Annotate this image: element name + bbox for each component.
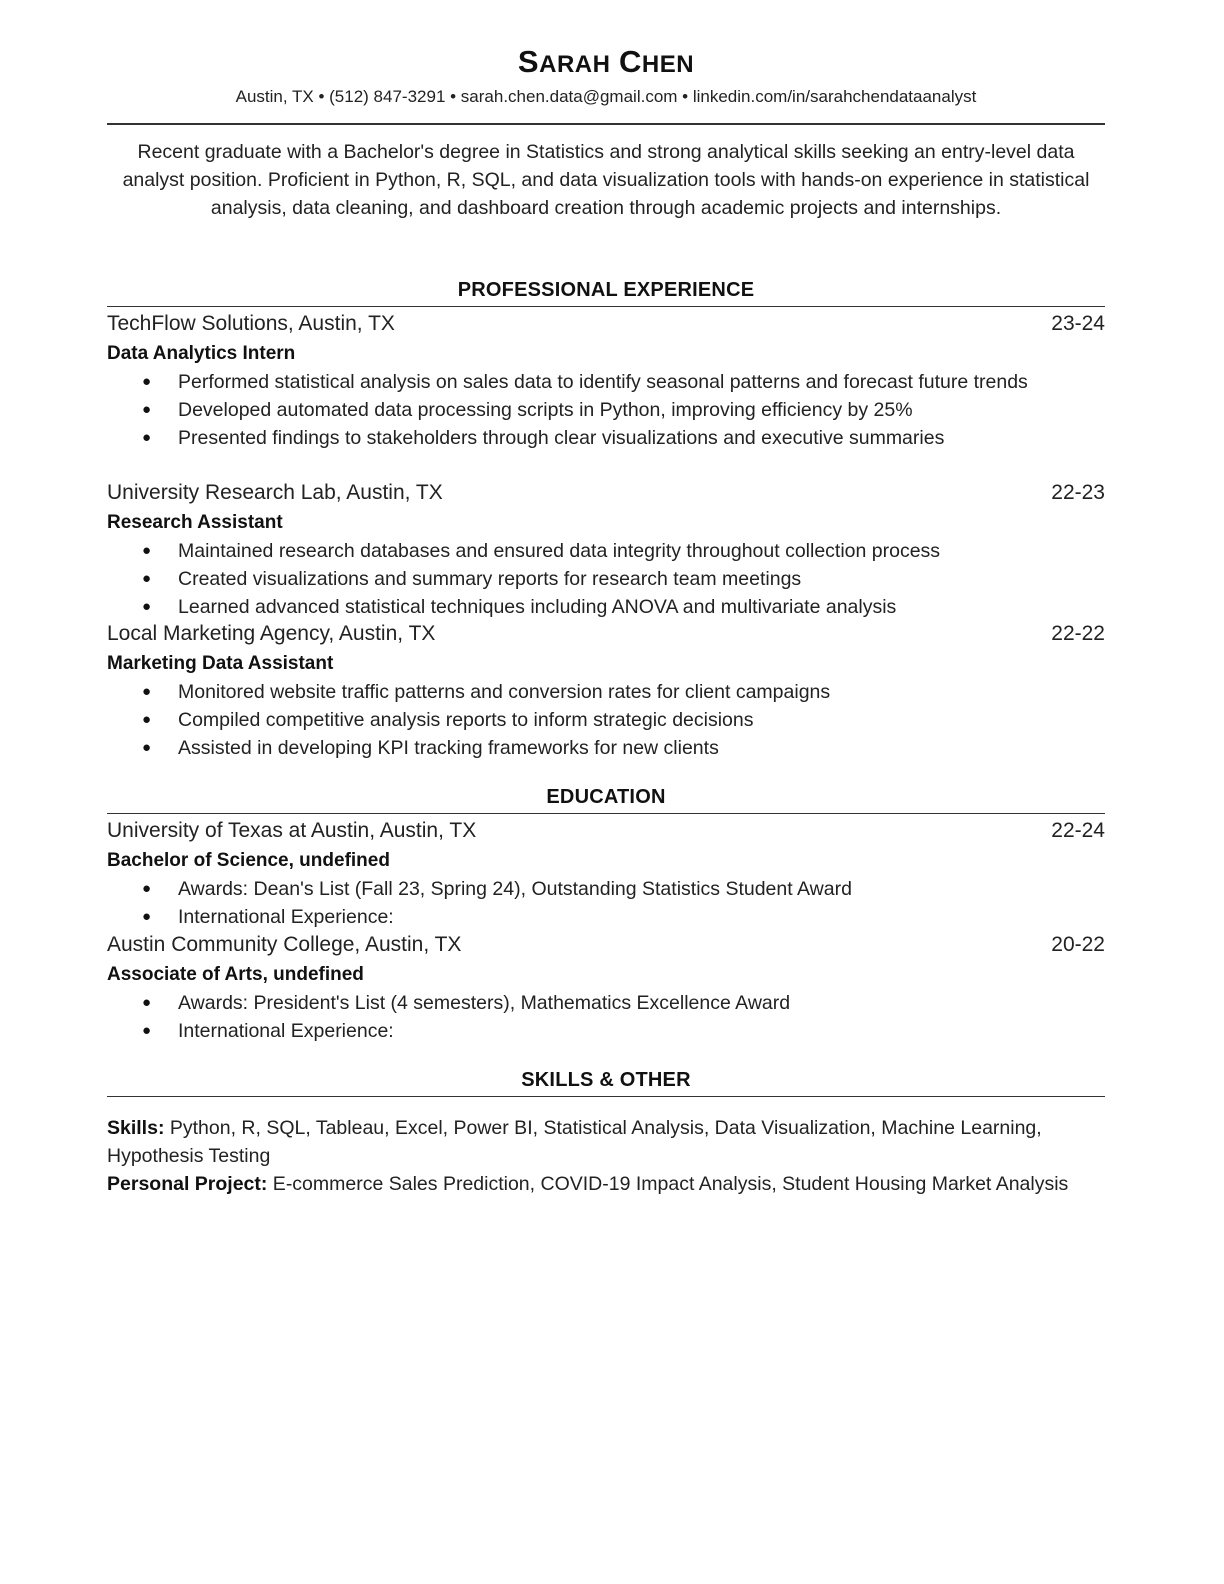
degree: Bachelor of Science, undefined — [107, 850, 390, 871]
section-title-experience: PROFESSIONAL EXPERIENCE — [457, 279, 755, 301]
bullet-text: Created visualizations and summary reports for research team meetings — [178, 568, 802, 590]
education-entry-header — [107, 819, 1105, 843]
bullet-text: International Experience: — [178, 1020, 394, 1042]
summary-paragraph: Recent graduate with a Bachelor's degree in Statistics and strong analytical skills seeking an entry-level data analyst position. Proficient in Python, R, SQL, and data visualization tools with hands-on experience in statistical analysis, data cleaning, and dashboard creation through academic projects and internships. — [122, 141, 1090, 219]
bullet-item — [107, 989, 1105, 1017]
bullet-item — [107, 875, 1105, 903]
bullet-item — [107, 537, 1105, 565]
bullet-item — [107, 706, 1105, 734]
skills-label: Skills: — [107, 1117, 165, 1139]
bullet-icon: ● — [142, 683, 152, 700]
bullet-icon: ● — [142, 739, 152, 756]
bullet-icon: ● — [142, 1022, 152, 1039]
section-divider-education — [107, 813, 1105, 814]
bullet-icon: ● — [142, 373, 152, 390]
bullet-icon: ● — [142, 908, 152, 925]
bullet-item — [107, 565, 1105, 593]
section-title-skills: SKILLS & OTHER — [521, 1069, 691, 1091]
school-name: Austin Community College, Austin, TX — [107, 933, 462, 956]
education-dates: 20-22 — [1051, 933, 1105, 956]
bullet-item — [107, 396, 1105, 424]
skills-value: Python, R, SQL, Tableau, Excel, Power BI, Statistical Analysis, Data Visualization, Machine Learning, Hypothesis Testing — [107, 1117, 1042, 1167]
header-divider — [107, 123, 1105, 125]
bullet-item — [107, 734, 1105, 762]
bullet-icon: ● — [142, 994, 152, 1011]
experience-entry-header — [107, 481, 1105, 505]
section-divider-experience — [107, 306, 1105, 307]
bullet-text: Learned advanced statistical techniques including ANOVA and multivariate analysis — [178, 596, 897, 618]
name-last-rest: HEN — [641, 51, 695, 78]
contact-line: Austin, TX • (512) 847-3291 • sarah.chen.data@gmail.com • linkedin.com/in/sarahchendataanalyst — [235, 87, 977, 106]
experience-bullets — [107, 368, 1105, 452]
section-divider-skills — [107, 1096, 1105, 1097]
employment-dates: 23-24 — [1051, 312, 1105, 335]
bullet-text: Performed statistical analysis on sales data to identify seasonal patterns and forecast future trends — [178, 371, 1028, 393]
bullet-text: Compiled competitive analysis reports to inform strategic decisions — [178, 709, 754, 731]
name-first-rest: ARAH — [539, 51, 611, 78]
bullet-item — [107, 678, 1105, 706]
bullet-text: Maintained research databases and ensured data integrity throughout collection process — [178, 540, 941, 562]
bullet-item — [107, 903, 1105, 931]
job-title: Marketing Data Assistant — [107, 653, 334, 674]
name-first-initial: S — [517, 44, 540, 79]
education-dates: 22-24 — [1051, 819, 1105, 842]
candidate-name — [107, 44, 1105, 80]
employer-name: TechFlow Solutions, Austin, TX — [107, 312, 395, 335]
bullet-text: Presented findings to stakeholders through clear visualizations and executive summaries — [178, 427, 945, 449]
bullet-item — [107, 424, 1105, 452]
education-entry-header — [107, 933, 1105, 957]
skills-block — [107, 1114, 1105, 1198]
personal-project-value: E-commerce Sales Prediction, COVID-19 Impact Analysis, Student Housing Market Analysis — [267, 1173, 1069, 1195]
bullet-item — [107, 368, 1105, 396]
bullet-icon: ● — [142, 401, 152, 418]
employer-name: University Research Lab, Austin, TX — [107, 481, 443, 504]
experience-entry-header — [107, 312, 1105, 336]
employer-name: Local Marketing Agency, Austin, TX — [107, 622, 436, 645]
bullet-text: International Experience: — [178, 906, 394, 928]
personal-project-line — [107, 1170, 1105, 1198]
bullet-text: Developed automated data processing scripts in Python, improving efficiency by 25% — [178, 399, 913, 421]
bullet-text: Awards: Dean's List (Fall 23, Spring 24), Outstanding Statistics Student Award — [178, 878, 852, 900]
bullet-icon: ● — [142, 880, 152, 897]
job-title: Research Assistant — [107, 512, 283, 533]
skills-line — [107, 1114, 1105, 1170]
experience-bullets — [107, 537, 1105, 621]
bullet-text: Monitored website traffic patterns and conversion rates for client campaigns — [178, 681, 831, 703]
employment-dates: 22-23 — [1051, 481, 1105, 504]
experience-bullets — [107, 678, 1105, 762]
job-title: Data Analytics Intern — [107, 343, 296, 364]
experience-entry-header — [107, 622, 1105, 646]
bullet-icon: ● — [142, 429, 152, 446]
bullet-icon: ● — [142, 598, 152, 615]
bullet-text: Assisted in developing KPI tracking frameworks for new clients — [178, 737, 719, 759]
education-bullets — [107, 989, 1105, 1045]
personal-project-label: Personal Project: — [107, 1173, 268, 1195]
employment-dates: 22-22 — [1051, 622, 1105, 645]
bullet-text: Awards: President's List (4 semesters), Mathematics Excellence Award — [178, 992, 791, 1014]
section-title-education: EDUCATION — [546, 786, 666, 808]
bullet-item — [107, 1017, 1105, 1045]
bullet-icon: ● — [142, 711, 152, 728]
name-last-initial: C — [619, 44, 642, 79]
bullet-item — [107, 593, 1105, 621]
degree: Associate of Arts, undefined — [107, 964, 364, 985]
bullet-icon: ● — [142, 570, 152, 587]
education-bullets — [107, 875, 1105, 931]
bullet-icon: ● — [142, 542, 152, 559]
school-name: University of Texas at Austin, Austin, TX — [107, 819, 477, 842]
